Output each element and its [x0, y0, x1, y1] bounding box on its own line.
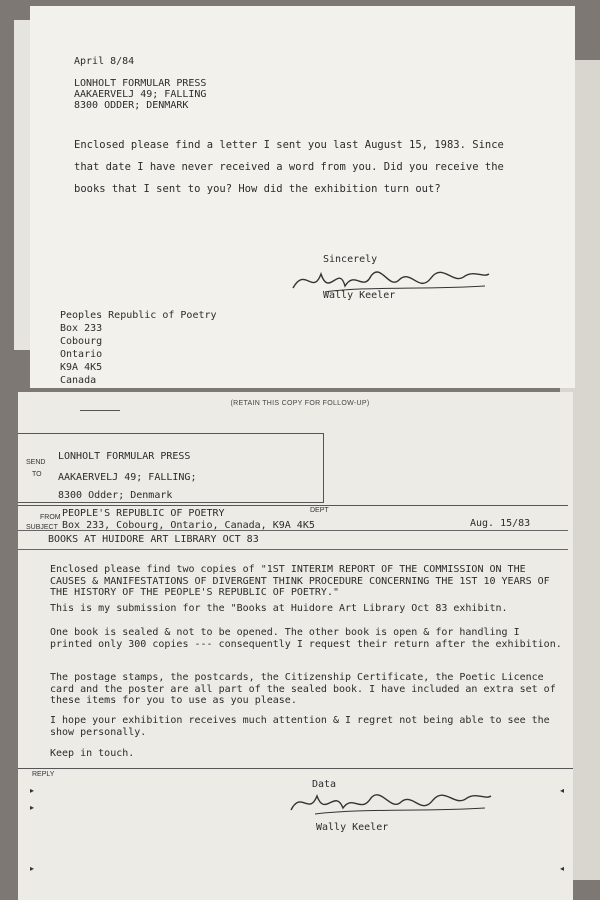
send-to-line-2: AAKAERVELJ 49; FALLING;: [58, 472, 197, 483]
memo-paragraph-1: Enclosed please find two copies of "1ST INTERIM REPORT OF THE COMMISSION ON THE CAUSES & MANIFESTATIONS OF DIVERGENT THINK PROCEDURE CONCERNING THE 1ST 10 YEARS OF THE HISTORY OF THE PEOPLE'S REPUBLIC OF POETRY.": [50, 564, 550, 598]
short-rule: [80, 410, 120, 411]
memo-signature-scribble: [285, 782, 495, 822]
sender-address-4: Ontario: [60, 349, 103, 360]
to-label: TO: [32, 471, 42, 478]
send-to-line-1: LONHOLT FORMULAR PRESS: [58, 451, 191, 462]
retain-copy-label: (RETAIN THIS COPY FOR FOLLOW-UP): [230, 400, 370, 407]
memo-paragraph-5: I hope your exhibition receives much attention & I regret not being able to see the show personally.: [50, 715, 550, 738]
letter-closing: Sincerely: [323, 254, 378, 265]
sender-address-6: Canada: [60, 375, 97, 386]
letter-signer: Wally Keeler: [323, 290, 396, 301]
send-to-line-3: 8300 Odder; Denmark: [58, 490, 173, 501]
memo-paragraph-4: The postage stamps, the postcards, the Citizenship Certificate, the Poetic Licence card and the poster are all part of the sealed book. I have included an extra set of these items for you to use as you please.: [50, 672, 556, 706]
memo-paragraph-6: Keep in touch.: [50, 748, 135, 759]
reply-rule: [18, 768, 573, 769]
reply-arrow-icon: ▸: [30, 864, 35, 873]
dept-label: DEPT: [310, 507, 329, 514]
letter-date: April 8/84: [74, 56, 135, 67]
recipient-line-3: 8300 ODDER; DENMARK: [74, 100, 189, 111]
memo-signer: Wally Keeler: [316, 822, 389, 833]
reply-label: REPLY: [32, 771, 55, 778]
recipient-line-1: LONHOLT FORMULAR PRESS: [74, 78, 207, 89]
sender-address-1: Peoples Republic of Poetry: [60, 310, 217, 321]
data-label: Data: [312, 779, 337, 790]
top-letter-paper: [30, 6, 575, 388]
from-rule: [18, 505, 568, 506]
send-label: SEND: [26, 459, 46, 466]
memo-paragraph-3: One book is sealed & not to be opened. The other book is open & for handling I printed only 300 copies --- consequently I request their return after the exhibition.: [50, 627, 562, 650]
subject-text: BOOKS AT HUIDORE ART LIBRARY OCT 83: [48, 534, 259, 545]
subject-label: SUBJECT: [26, 524, 58, 531]
reply-arrow-icon: ◂: [560, 864, 565, 873]
from-line-2: Box 233, Cobourg, Ontario, Canada, K9A 4K5: [62, 520, 315, 531]
sender-address-3: Cobourg: [60, 336, 103, 347]
memo-paragraph-2: This is my submission for the "Books at Huidore Art Library Oct 83 exhibitn.: [50, 603, 508, 614]
memo-date: Aug. 15/83: [470, 518, 531, 529]
from-line-1: PEOPLE'S REPUBLIC OF POETRY: [62, 508, 225, 519]
recipient-line-2: AAKAERVELJ 49; FALLING: [74, 89, 207, 100]
sender-address-2: Box 233: [60, 323, 103, 334]
reply-arrow-icon: ▸: [30, 786, 35, 795]
reply-arrow-icon: ◂: [560, 786, 565, 795]
sender-address-5: K9A 4K5: [60, 362, 103, 373]
from-label: FROM: [40, 514, 61, 521]
letter-body: Enclosed please find a letter I sent you last August 15, 1983. Since that date I have never received a word from you. Did you receive the books that I sent to you? How did the exhibition turn out?: [74, 139, 504, 195]
reply-arrow-icon: ▸: [30, 803, 35, 812]
